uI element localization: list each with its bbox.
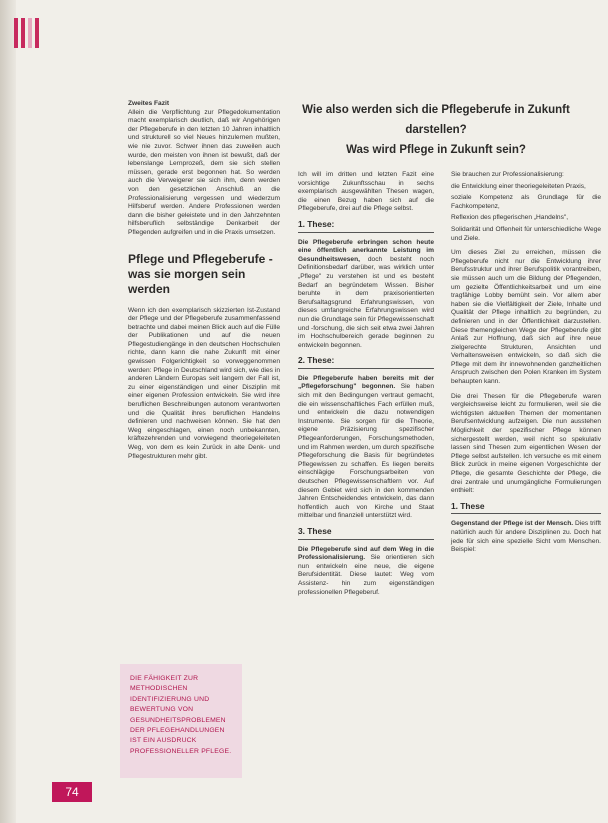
thesis-2-heading: 2. These: xyxy=(298,356,434,369)
thesis-3-text: Sie orientieren sich nun entwickeln eine neue, die eigene Berufsidentität. Diese lautet: Weg vom Assistenz- hin zum eigenständigen professionellen Pflegeberuf. xyxy=(298,554,434,596)
left-paragraph-2: Wenn ich den exemplarisch skizzierten Ist-Zustand der Pflege und der Pflegeberufe zusammenfassend betrachte und dabei meinen Blick auch auf die Fülle der Publikationen und auf die neuen Pflegestudiengänge in den deutschen Hochschulen richte, dann kann die nahe Zukunft mit einer gewissen Folgerichtigkeit so vorweggenommen werden: Pflege in Deutschland wird sich, wie dies in anderen Ländern Europas seit langem der Fall ist, zu einer eigenständigen und einer Disziplin mit einer eigenen Profession entwickeln. Sie wird ihre beruflichen Beschreibungen autonom verantworten und die Qualität ihres beruflichen Handelns definieren und nachweisen können. Sie hat den Weg eingeschlagen, einen noch unbekannten, kräftezehrenden und vorwiegend theoriegeleiteten Weg, von dem es kein Zurück in alte Denk- und Pflegestrukturen mehr gibt. xyxy=(128,306,280,460)
page-number: 74 xyxy=(52,782,92,802)
title-line-3: Was wird Pflege in Zukunft sein? xyxy=(346,144,526,156)
title-line-1: Wie also werden sich die Pflegeberufe in Zukunft xyxy=(302,104,570,116)
second-conclusion-text: Allein die Verpflichtung zur Pflegedokumentation macht exemplarisch deutlich, daß wir Angehörigen der Pflegeberufe in den letzten 10 Jahren inhaltlich und strukturell so viel Neues hinzulernen mußten, wie nie zuvor. Schwer ihnen das zuweilen auch wurde, den meisten von ihnen ist bewußt, daß der lebenslange Lernprozeß, dem sie sich stellen müssen, gerade erst begonnen hat. So werden auch die Verweigerer sie sich ihm, denn werden von den gesetzlichen Anschluß an die Professionalisierung vergessen und wiederzum Hilfsberuf werden. Andere Professionen werden dann die bisher geleistete und in den Jahrzehnten hilfsberuflich selbständige Denkarbeit der Pflegenden aufgreifen und in die Praxis umsetzen. xyxy=(128,108,280,236)
thesis-2-paragraph xyxy=(298,375,434,521)
thesis-3-lead: Die Pflegeberufe sind auf dem Weg in die Professionalisierung. xyxy=(298,545,434,562)
chapter-tab-marks xyxy=(14,18,39,48)
thesis-1-heading: 1. These: xyxy=(298,220,434,233)
title-line-2: darstellen? xyxy=(405,124,467,136)
thesis-1-paragraph xyxy=(298,239,434,351)
thesis-2-text: Sie haben sich mit den Bedingungen vertraut gemacht, die ein wissenschaftliches Fach erfüllen muß, und entwickeln die dazu notwendigen Instrumente. Sie sorgen für die Theorie, eigene Präzisierung spezifischer Pflegeanforderungen, Forschungsmethoden, und im Rahmen werden, um durch spezifische Pflegeforschung die Basis für begründetes Pflegewissen zu schaffen. Es liegen bereits einschlägige Forschungsarbeiten von deutschen Pflegewissenschaftlern vor. Auf diesem Gebiet wird sich in den kommenden Jahren Entscheidendes entwickeln, das dann hoffentlich auch von Kirche und Staat mittelbar und finanziell unterstützt wird. xyxy=(298,383,434,520)
right-paragraph-2: Die drei Thesen für die Pflegeberufe waren vergleichsweise leicht zu formulieren, weil sie die wichtigsten aktuellen Themen der momentanen Berufsentwicklung aufzeigen. Die nun ausstehen Möglichkeit der spezifischer Pflege können sichergestellt werden, weil nicht so spekulativ lassen sind Thesen zum eigentlichen Wesen der Pflege selbst aufstellen. Ich versuche es mit einem Blick zurück in meine eigenen Vorgeschichte der Pflege, die gesamte Geschichte der Pflege, die drei zentrale und unumgängliche Formulierungen enthielt: xyxy=(451,392,601,495)
right-paragraph-1: Um dieses Ziel zu erreichen, müssen die Pflegeberufe nicht nur die Entwicklung ihrer Berufsstruktur und ihrer Berufspolitik vorantreiben, sie müssen auch um die Bildung der Pflegenden, um gezielte Öffentlichkeitsarbeit und um eine tragfähige Lobby bemüht sein. Vor allem aber haben sie die Vielfältigkeit der Ziele, Inhalte und Qualität der Pflege inhaltlich zu begründen, zu definieren und in der Öffentlichkeit darzustellen. Diese themengleichen Wege der Pflegeberufe gibt Anlaß zur Hoffnung, daß sich auf ihre neue zielgerechte Strukturen, Ansichten und Verhaltensweisen entwickeln, so daß sich die Pflege mit dem ihr innewohnenden ganzheitlichen Anspruch zwischen den Polen Kranken im System behaupten kann. xyxy=(451,249,601,386)
right-list-intro: Sie brauchen zur Professionalisierung: xyxy=(451,171,564,178)
left-paragraph-1 xyxy=(128,100,280,238)
right-column xyxy=(451,171,601,558)
chapter-tab-mark xyxy=(21,18,25,48)
chapter-tab-mark xyxy=(14,18,18,48)
page-edge-strip xyxy=(0,0,16,823)
right-list-item: soziale Kompetenz als Grundlage für die Fachkompetenz, xyxy=(451,194,601,210)
right-thesis-paragraph xyxy=(451,520,601,554)
thesis-3-heading: 3. These xyxy=(298,527,434,540)
right-list-item: die Entwicklung einer theoriegeleiteten Praxis, xyxy=(451,182,586,190)
chapter-tab-mark xyxy=(28,18,32,48)
thesis-2-lead: Die Pflegeberufe haben bereits mit der „Pflegeforschung" begonnen. xyxy=(298,374,434,391)
article-title xyxy=(286,100,586,160)
middle-intro: Ich will im dritten und letzten Fazit eine vorsichtige Zukunftsschau in sechs exemplarisch ausgewählten Thesen wagen, die einen Bezug haben sich auf die Pflegeberufe, drei auf die Pflege selbst. xyxy=(298,171,434,213)
second-conclusion-heading: Zweites Fazit xyxy=(128,100,170,107)
thesis-3-paragraph xyxy=(298,546,434,598)
right-thesis-heading: 1. These xyxy=(451,502,601,515)
right-list-item: Solidarität und Offenheit für unterschiedliche Wege und Ziele. xyxy=(451,225,601,242)
middle-column xyxy=(298,171,434,600)
right-thesis-text: Dies trifft natürlich auch für andere Disziplinen zu. Doch hat jede für sich eine spezielle Sicht vom Menschen. Beispiel: xyxy=(451,520,601,554)
section-heading: Pflege und Pflegeberufe - was sie morgen sein werden xyxy=(128,251,273,296)
chapter-tab-mark xyxy=(35,18,39,48)
right-list-item: Reflexion des pflegerischen „Handelns", xyxy=(451,214,569,222)
pull-quote-callout: DIE FÄHIGKEIT ZUR METHODISCHEN IDENTIFIZIERUNG UND BEWERTUNG VON GESUNDHEITSPROBLEMEN DER PFLEGEHANDLUNGEN IST EIN AUSDRUCK PROFESSIONELLER PFLEGE. xyxy=(120,664,242,778)
thesis-1-text: doch besteht noch Definitionsbedarf darüber, was wirklich unter „Pflege" zu verstehen ist und es besteht Bedarf an begründetem Wissen. Bisher beruhte in dem praxisorientierten Berufsaltagsgrund Erfahrungswissen, von dieses umfangreiche Erfahrungswissen wird nun die Grundlage sein für Pflegewissenschaft und -forschung, die sich seit etwa zwei Jahren im Hochschulbereich gerade beginnen zu entwickeln begonnen. xyxy=(298,255,434,349)
left-column xyxy=(128,100,280,464)
right-thesis-lead: Gegenstand der Pflege ist der Mensch. xyxy=(451,520,574,528)
thesis-1-lead: Die Pflegeberufe erbringen schon heute eine öffentlich anerkannte Leistung im Gesundheitswesen, xyxy=(298,238,434,263)
